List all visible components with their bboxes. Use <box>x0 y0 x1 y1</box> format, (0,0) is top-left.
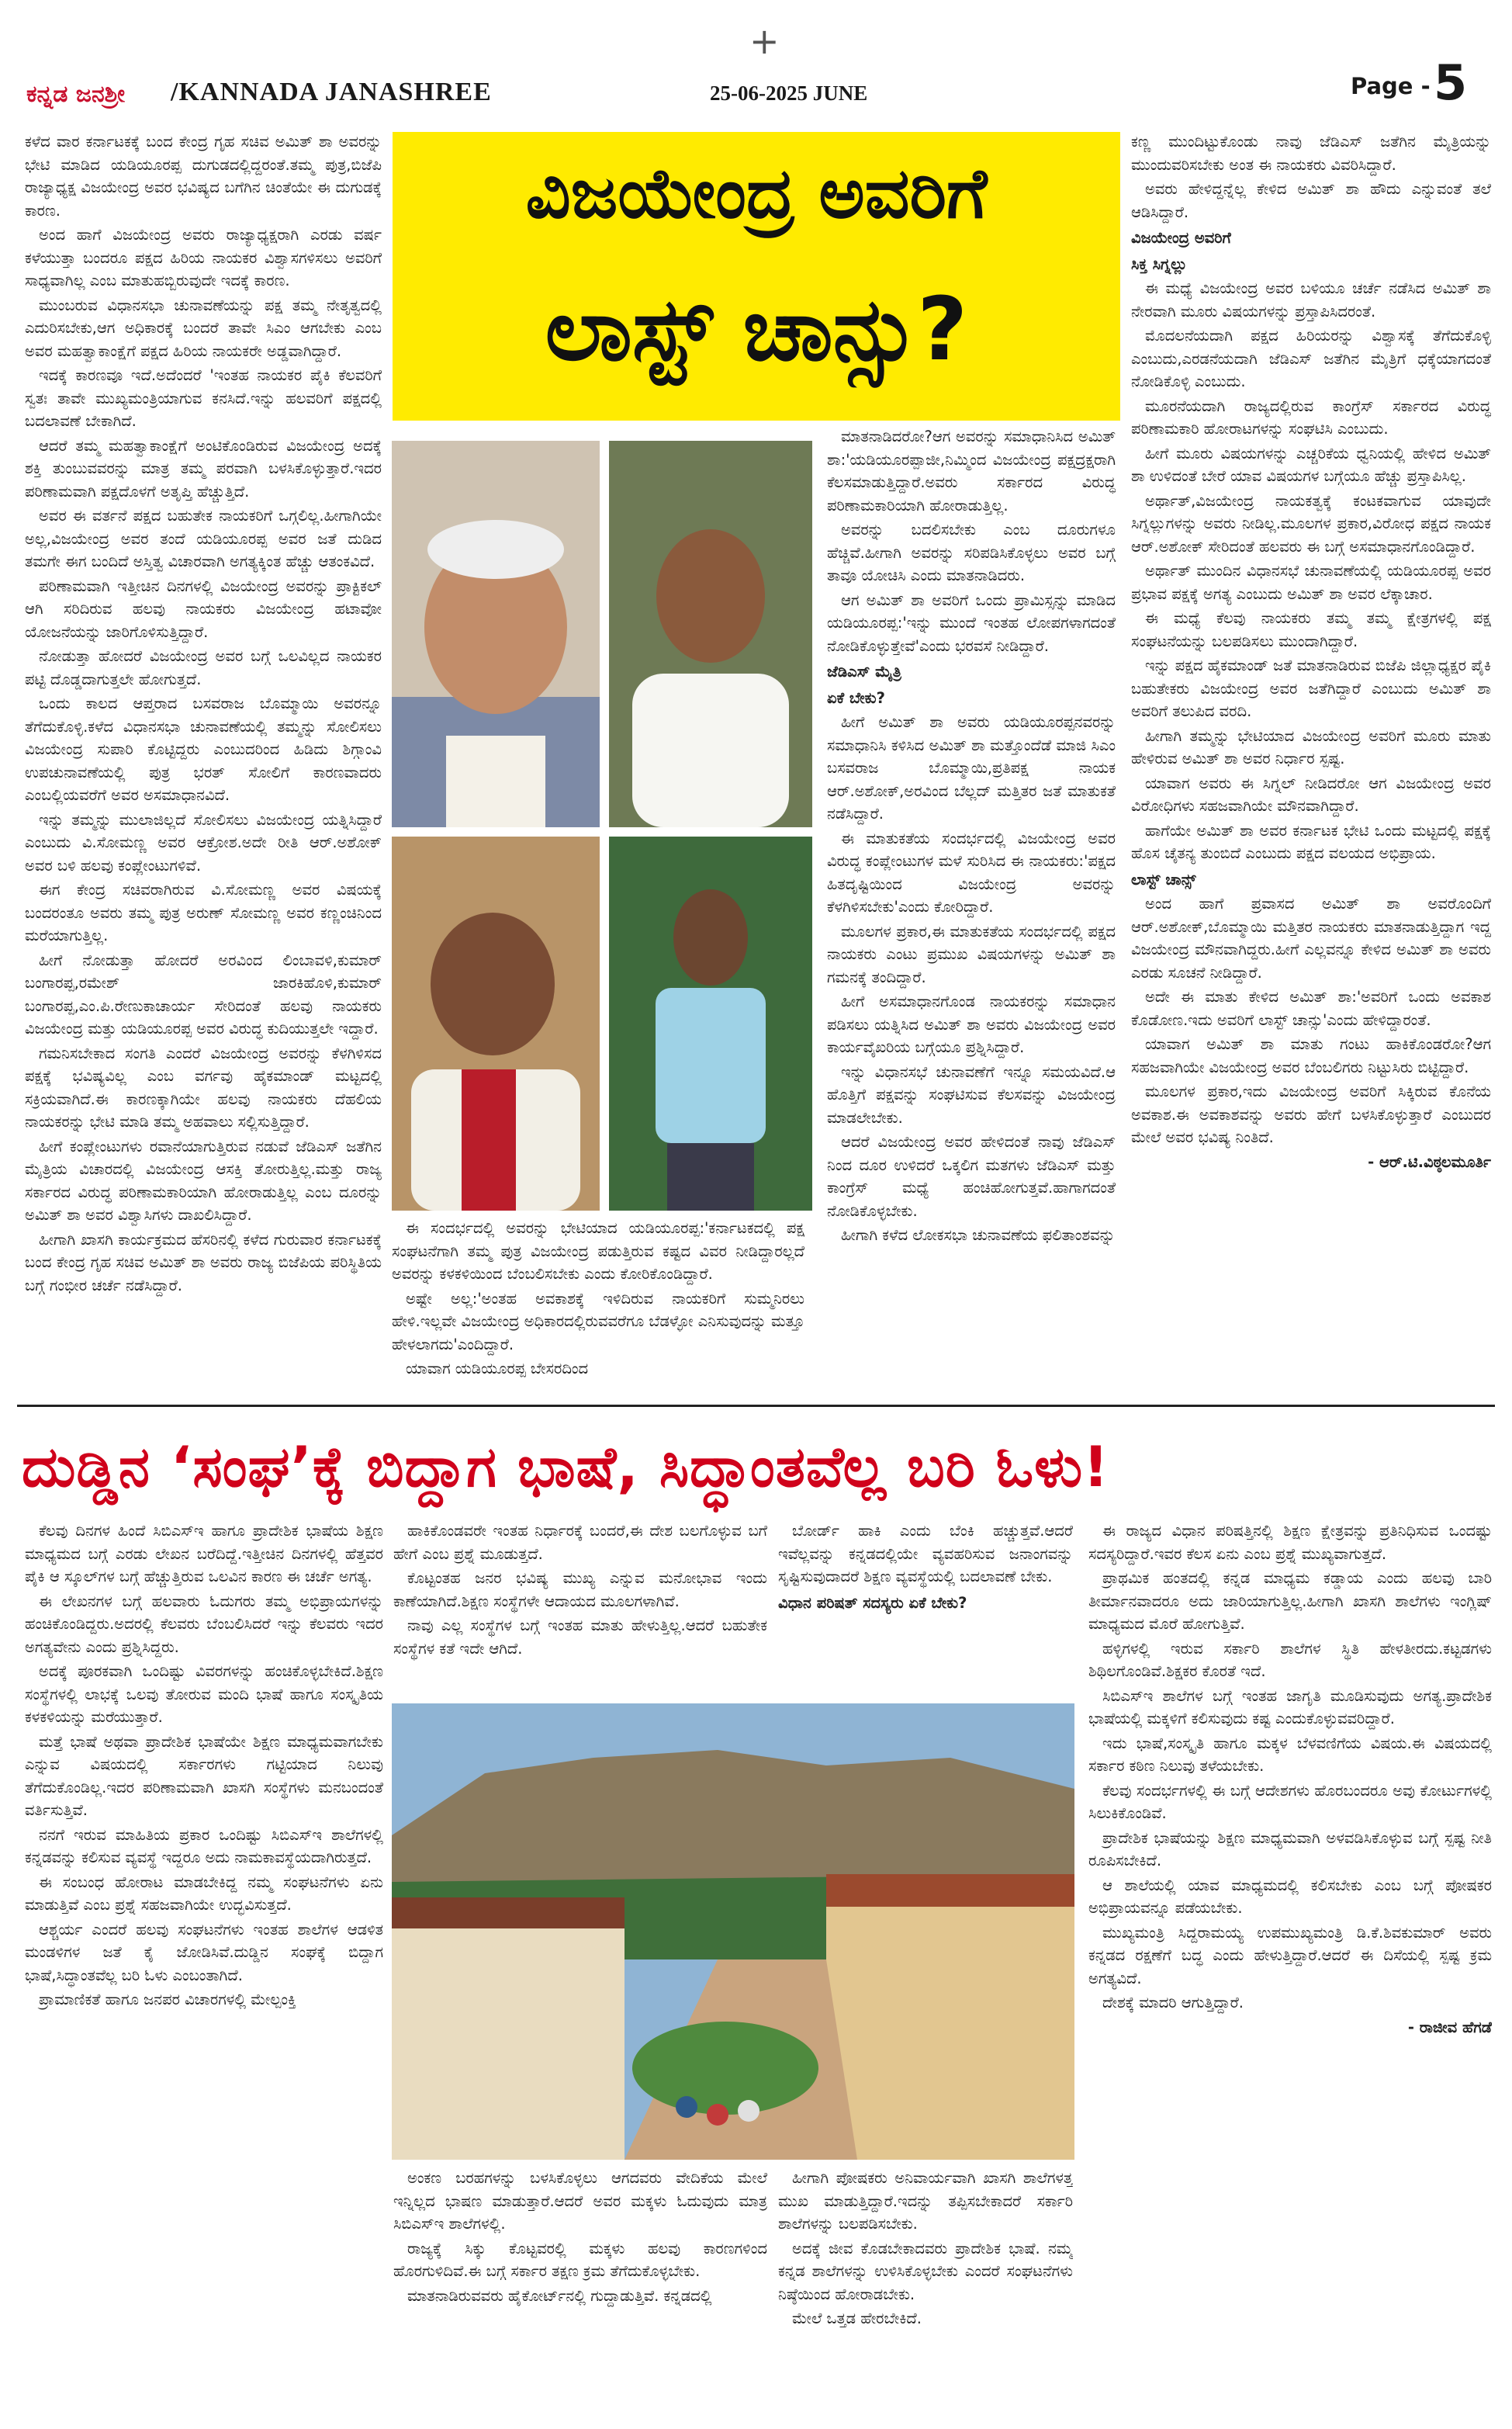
story1-subheading: ಲಾಸ್ಟ್ ಚಾನ್ಸ್ <box>1131 870 1196 889</box>
story1-column-2 <box>827 425 1116 1386</box>
story2-column-4 <box>1088 1519 1492 2412</box>
story2-col1-para: ನನಗೆ ಇರುವ ಮಾಹಿತಿಯ ಪ್ರಕಾರ ಒಂದಿಷ್ಟು ಸಿಬಿಎಸ್‌ಇ ಶಾಲೆಗಳಲ್ಲಿ ಕನ್ನಡವನ್ನು ಕಲಿಸುವ ವ್ಯವಸ್ಥೆ ಇದ್ದರೂ ಅದು ನಾಮಕಾವಸ್ಥೆಯದಾಗಿರುತ್ತದೆ. <box>25 1825 383 1866</box>
photo-leader-2 <box>609 441 812 827</box>
story2-column-2-bottom <box>393 2167 767 2412</box>
story-divider <box>17 1405 1495 1407</box>
school-campus-illustration <box>392 1703 1074 2160</box>
story1-col3-para: ಅದೇ ಈ ಮಾತು ಕೇಳಿದ ಅಮಿತ್ ಶಾ:'ಅವರಿಗೆ ಒಂದು ಅವಕಾಶ ಕೊಡೋಣ.ಇದು ಅವರಿಗೆ ಲಾಸ್ಟ್ ಚಾನ್ಸು'ಎಂದು ಹೇಳಿದ್ದಾರಂತೆ. <box>1131 988 1491 1029</box>
story1-col1-para: ನೋಡುತ್ತಾ ಹೋದರೆ ವಿಜಯೇಂದ್ರ ಅವರ ಬಗ್ಗೆ ಒಲವಿಲ್ಲದ ನಾಯಕರ ಪಟ್ಟಿ ದೊಡ್ಡದಾಗುತ್ತಲೇ ಹೋಗುತ್ತದೆ. <box>25 647 382 688</box>
registration-mark: + <box>749 20 780 62</box>
photo-leader-4 <box>609 837 812 1211</box>
story1-col1-para: ಅವರ ಈ ವರ್ತನೆ ಪಕ್ಷದ ಬಹುತೇಕ ನಾಯಕರಿಗೆ ಒಗ್ಗಲಿಲ್ಲ.ಹೀಗಾಗಿಯೇ ಅಲ್ಲ,ವಿಜಯೇಂದ್ರ ಅವರ ತಂದೆ ಯಡಿಯೂರಪ್ಪ ಅವರ ಜತೆ ದುಡಿದ ತಮಗೇ ಈಗ ಬಂದಿದೆ ಅಸ್ತಿತ್ವ ವಿಚಾರವಾಗಿ ಅಗತ್ಯಕ್ಕಿಂತ ಹೆಚ್ಚು ಆತಂಕವಿದೆ. <box>25 507 382 570</box>
story2-col2-para: ಅಂಕಣ ಬರಹಗಳನ್ನು ಬಳಸಿಕೊಳ್ಳಲು ಆಗದವರು ವೇದಿಕೆಯ ಮೇಲೆ ಇನ್ನಿಲ್ಲದ ಭಾಷಣ ಮಾಡುತ್ತಾರೆ.ಆದರೆ ಅವರ ಮಕ್ಕಳು ಓದುವುದು ಮಾತ್ರ ಸಿಬಿಎಸ್‌ಇ ಶಾಲೆಗಳಲ್ಲಿ. <box>393 2169 767 2233</box>
story1-col3-para: ಮೂಲಗಳ ಪ್ರಕಾರ,ಇದು ವಿಜಯೇಂದ್ರ ಅವರಿಗೆ ಸಿಕ್ಕಿರುವ ಕೊನೆಯ ಅವಕಾಶ.ಈ ಅವಕಾಶವನ್ನು ಅವರು ಹೇಗೆ ಬಳಸಿಕೊಳ್ಳುತ್ತಾರೆ ಎಂಬುದರ ಮೇಲೆ ಅವರ ಭವಿಷ್ಯ ನಿಂತಿದೆ. <box>1131 1083 1491 1146</box>
masthead-english-name: /KANNADA JANASHREE <box>171 78 492 106</box>
story2-col4-para: ಆ ಶಾಲೆಯಲ್ಲಿ ಯಾವ ಮಾಧ್ಯಮದಲ್ಲಿ ಕಲಿಸಬೇಕು ಎಂಬ ಬಗ್ಗೆ ಪೋಷಕರ ಅಭಿಪ್ರಾಯವನ್ನೂ ಪಡೆಯಬೇಕು. <box>1088 1876 1492 1917</box>
story2-col1-para: ಅದಕ್ಕೆ ಪೂರಕವಾಗಿ ಒಂದಿಷ್ಟು ವಿವರಗಳನ್ನು ಹಂಚಿಕೊಳ್ಳಬೇಕಿದೆ.ಶಿಕ್ಷಣ ಸಂಸ್ಥೆಗಳಲ್ಲಿ ಲಾಭಕ್ಕೆ ಒಲವು ತೋರುವ ಮಂದಿ ಭಾಷೆ ಹಾಗೂ ಸಂಸ್ಕೃತಿಯ ಕಳಕಳಿಯನ್ನು ಮರೆಯುತ್ತಾರೆ. <box>25 1662 383 1726</box>
portrait-illustration <box>392 441 600 827</box>
story1-col2-para: ಆಗ ಅಮಿತ್ ಶಾ ಅವರಿಗೆ ಒಂದು ಪ್ರಾಮಿಸ್ಸನ್ನು ಮಾಡಿದ ಯಡಿಯೂರಪ್ಪ:'ಇನ್ನು ಮುಂದೆ ಇಂತಹ ಲೋಪಗಳಾಗದಂತೆ ನೋಡಿಕೊಳ್ಳುತ್ತೇವೆ'ಎಂದು ಭರವಸೆ ನೀಡಿದ್ದಾರೆ. <box>827 591 1116 655</box>
story2-col3-para: ಹೀಗಾಗಿ ಪೋಷಕರು ಅನಿವಾರ್ಯವಾಗಿ ಖಾಸಗಿ ಶಾಲೆಗಳತ್ತ ಮುಖ ಮಾಡುತ್ತಿದ್ದಾರೆ.ಇದನ್ನು ತಪ್ಪಿಸಬೇಕಾದರೆ ಸರ್ಕಾರಿ ಶಾಲೆಗಳನ್ನು ಬಲಪಡಿಸಬೇಕು. <box>778 2169 1073 2233</box>
story1-col1-para: ಮುಂಬರುವ ವಿಧಾನಸಭಾ ಚುನಾವಣೆಯನ್ನು ಪಕ್ಷ ತಮ್ಮ ನೇತೃತ್ವದಲ್ಲಿ ಎದುರಿಸಬೇಕು,ಆಗ ಅಧಿಕಾರಕ್ಕೆ ಬಂದರೆ ತಾವೇ ಸಿಎಂ ಆಗಬೇಕು ಎಂಬ ಅವರ ಮಹತ್ವಾಕಾಂಕ್ಷೆಗೆ ಪಕ್ಷದ ಹಿರಿಯ ನಾಯಕರೇ ಅಡ್ಡವಾಗಿದ್ದಾರೆ. <box>25 296 382 360</box>
story2-byline: - ರಾಜೀವ ಹೆಗಡೆ <box>1407 2018 1492 2036</box>
story1-col3-para: ಅವರು ಹೇಳಿದ್ದನ್ನೆಲ್ಲ ಕೇಳಿದ ಅಮಿತ್ ಶಾ ಹೌದು ಎನ್ನುವಂತೆ ತಲೆ ಆಡಿಸಿದ್ದಾರೆ. <box>1131 180 1491 221</box>
story2-col2-para: ನಾವು ಎಲ್ಲ ಸಂಸ್ಥೆಗಳ ಬಗ್ಗೆ ಇಂತಹ ಮಾತು ಹೇಳುತ್ತಿಲ್ಲ.ಆದರೆ ಬಹುತೇಕ ಸಂಸ್ಥೆಗಳ ಕತೆ ಇದೇ ಆಗಿದೆ. <box>393 1616 767 1658</box>
story2-col3-para: ಅದಕ್ಕೆ ಜೀವ ಕೊಡಬೇಕಾದವರು ಪ್ರಾದೇಶಿಕ ಭಾಷೆ. ನಮ್ಮ ಕನ್ನಡ ಶಾಲೆಗಳನ್ನು ಉಳಿಸಿಕೊಳ್ಳಬೇಕು ಎಂದರೆ ಸಂಘಟನೆಗಳು ನಿಷ್ಠೆಯಿಂದ ಹೋರಾಡಬೇಕು. <box>778 2239 1073 2303</box>
story1-col1-para: ಅಂದ ಹಾಗೆ ವಿಜಯೇಂದ್ರ ಅವರು ರಾಜ್ಯಾಧ್ಯಕ್ಷರಾಗಿ ಎರಡು ವರ್ಷ ಕಳೆಯುತ್ತಾ ಬಂದರೂ ಪಕ್ಷದ ಹಿರಿಯ ನಾಯಕರ ವಿಶ್ವಾಸಗಳಿಸಲು ಅವರಿಗೆ ಸಾಧ್ಯವಾಗಿಲ್ಲ ಎಂಬ ಮಾತುಹಬ್ಬಿರುವುದೇ ಇದಕ್ಕೆ ಕಾರಣ. <box>25 226 382 289</box>
story1-subheading: ಏಕೆ ಬೇಕು? <box>827 688 885 707</box>
story2-col3-para: ಬೋರ್ಡ್ ಹಾಕಿ ಎಂದು ಬೆಂಕಿ ಹಚ್ಚುತ್ತವೆ.ಆದರೆ ಇವೆಲ್ಲವನ್ನು ಕನ್ನಡದಲ್ಲಿಯೇ ವ್ಯವಹರಿಸುವ ಜನಾಂಗವನ್ನು ಸೃಷ್ಟಿಸುವುದಾದರೆ ಶಿಕ್ಷಣ ವ್ಯವಸ್ಥೆಯಲ್ಲಿ ಬದಲಾವಣೆ ಬೇಕು. <box>778 1522 1073 1585</box>
story2-col2-para: ಹಾಕಿಕೊಂಡವರೇ ಇಂತಹ ನಿರ್ಧಾರಕ್ಕೆ ಬಂದರೆ,ಈ ದೇಶ ಬಲಗೊಳ್ಳುವ ಬಗೆ ಹೇಗೆ ಎಂಬ ಪ್ರಶ್ನೆ ಮೂಡುತ್ತದೆ. <box>393 1522 767 1563</box>
story2-col2-para: ಮಾತನಾಡಿರುವವರು ಹೈಕೋರ್ಟ್‌ನಲ್ಲಿ ಗುದ್ದಾಡುತ್ತಿವೆ. ಕನ್ನಡದಲ್ಲಿ <box>407 2286 712 2305</box>
story1-col1-para: ಇದಕ್ಕೆ ಕಾರಣವೂ ಇದೆ.ಅದೆಂದರೆ 'ಇಂತಹ ನಾಯಕರ ಪೈಕಿ ಕೆಲವರಿಗೆ ಸ್ವತಃ ತಾವೇ ಮುಖ್ಯಮಂತ್ರಿಯಾಗುವ ಕನಸಿದೆ.ಇನ್ನು ಹಲವರಿಗೆ ಪಕ್ಷದಲ್ಲಿ ಬದಲಾವಣೆ ಬೇಕಾಗಿದೆ. <box>25 366 382 430</box>
story1-col2-para: ಹೀಗಾಗಿ ಕಳೆದ ಲೋಕಸಭಾ ಚುನಾವಣೆಯ ಫಲಿತಾಂಶವನ್ನು <box>841 1226 1116 1244</box>
story2-col4-para: ದೇಶಕ್ಕೆ ಮಾದರಿ ಆಗುತ್ತಿದ್ದಾರೆ. <box>1102 1994 1244 2011</box>
story2-col1-para: ಆಶ್ಚರ್ಯ ಎಂದರೆ ಹಲವು ಸಂಘಟನೆಗಳು ಇಂತಹ ಶಾಲೆಗಳ ಆಡಳಿತ ಮಂಡಳಿಗಳ ಜತೆ ಕೈ ಜೋಡಿಸಿವೆ.ದುಡ್ಡಿನ ಸಂಘಕ್ಕೆ ಬಿದ್ದಾಗ ಭಾಷೆ,ಸಿದ್ಧಾಂತವೆಲ್ಲ ಬರಿ ಓಳು ಎಂಬಂತಾಗಿದೆ. <box>25 1920 383 1984</box>
story2-col4-para: ಮುಖ್ಯಮಂತ್ರಿ ಸಿದ್ದರಾಮಯ್ಯ ಉಪಮುಖ್ಯಮಂತ್ರಿ ಡಿ.ಕೆ.ಶಿವಕುಮಾರ್ ಅವರು ಕನ್ನಡದ ರಕ್ಷಣೆಗೆ ಬದ್ಧ ಎಂದು ಹೇಳುತ್ತಿದ್ದಾರೆ.ಆದರೆ ಈ ದಿಸೆಯಲ್ಲಿ ಸ್ಪಷ್ಟ ಕ್ರಮ ಅಗತ್ಯವಿದೆ. <box>1088 1923 1492 1987</box>
story2-col2-para: ರಾಜ್ಯಕ್ಕೆ ಸಿಕ್ಕು ಕೊಟ್ಟವರಲ್ಲಿ ಮಕ್ಕಳು ಹಲವು ಕಾರಣಗಳಿಂದ ಹೊರಗುಳಿದಿವೆ.ಈ ಬಗ್ಗೆ ಸರ್ಕಾರ ತಕ್ಷಣ ಕ್ರಮ ತೆಗೆದುಕೊಳ್ಳಬೇಕು. <box>393 2239 767 2280</box>
story1-col1-para: ಪರಿಣಾಮವಾಗಿ ಇತ್ತೀಚಿನ ದಿನಗಳಲ್ಲಿ ವಿಜಯೇಂದ್ರ ಅವರನ್ನು ಪ್ರಾಕ್ಟಿಕಲ್ ಆಗಿ ಸರಿದಿರುವ ಹಲವು ನಾಯಕರು ವಿಜಯೇಂದ್ರ ಹಟಾವೋ ಯೋಜನೆಯನ್ನು ಜಾರಿಗೊಳಿಸುತ್ತಿದ್ದಾರೆ. <box>25 577 382 641</box>
story2-column-2-top <box>393 1519 767 1693</box>
photo-school-campus <box>392 1703 1074 2160</box>
story1-col1-para: ಕಳೆದ ವಾರ ಕರ್ನಾಟಕಕ್ಕೆ ಬಂದ ಕೇಂದ್ರ ಗೃಹ ಸಚಿವ ಅಮಿತ್ ಶಾ ಅವರನ್ನು ಭೇಟಿ ಮಾಡಿದ ಯಡಿಯೂರಪ್ಪ ದುಗುಡದಲ್ಲಿದ್ದರಂತೆ.ತಮ್ಮ ಪುತ್ರ,ಬಿಜೆಪಿ ರಾಜ್ಯಾಧ್ಯಕ್ಷ ವಿಜಯೇಂದ್ರ ಅವರ ಭವಿಷ್ಯದ ಬಗೆಗಿನ ಚಿಂತೆಯೇ ಈ ದುಗುಡಕ್ಕೆ ಕಾರಣ. <box>25 133 382 220</box>
portrait-illustration <box>609 837 812 1211</box>
photo-amit-shah <box>392 441 600 827</box>
story1-col3-para: ಹೀಗೆ ಮೂರು ವಿಷಯಗಳನ್ನು ಎಚ್ಚರಿಕೆಯ ಧ್ವನಿಯಲ್ಲಿ ಹೇಳಿದ ಅಮಿತ್ ಶಾ ಉಳಿದಂತೆ ಬೇರೆ ಯಾವ ವಿಷಯಗಳ ಬಗ್ಗೆಯೂ ಹೆಚ್ಚು ಪ್ರಸ್ತಾಪಿಸಿಲ್ಲ. <box>1131 444 1491 485</box>
story1-col3-para: ಹೀಗಾಗಿ ತಮ್ಮನ್ನು ಭೇಟಿಯಾದ ವಿಜಯೇಂದ್ರ ಅವರಿಗೆ ಮೂರು ಮಾತು ಹೇಳಿರುವ ಅಮಿತ್ ಶಾ ಅವರ ನಿರ್ಧಾರ ಸ್ಪಷ್ಟ. <box>1131 726 1491 768</box>
story1-col2-para: ಮಾತನಾಡಿದರೋ?ಆಗ ಅವರನ್ನು ಸಮಾಧಾನಿಸಿದ ಅಮಿತ್ ಶಾ:'ಯಡಿಯೂರಪ್ಪಾಜೀ,ನಿಮ್ಮಿಂದ ವಿಜಯೇಂದ್ರ ಪಕ್ಷದ್ರಕ್ಷರಾಗಿ ಕೆಲಸಮಾಡುತ್ತಿದ್ದಾರೆ.ಅವರು ಸರ್ಕಾರದ ವಿರುದ್ಧ ಪರಿಣಾಮಕಾರಿಯಾಗಿ ಹೋರಾಡುತ್ತಿಲ್ಲ. <box>827 428 1116 515</box>
story1-col1-para: ಇನ್ನು ತಮ್ಮನ್ನು ಮುಲಾಜಿಲ್ಲದೆ ಸೋಲಿಸಲು ವಿಜಯೇಂದ್ರ ಯತ್ನಿಸಿದ್ದಾರೆ ಎಂಬುದು ವಿ.ಸೋಮಣ್ಣ ಅವರ ಆಕ್ರೋಶ.ಅದೇ ರೀತಿ ಆರ್.ಅಶೋಕ್ ಅವರ ಬಳಿ ಹಲವು ಕಂಪ್ಲೇಂಟುಗಳಿವೆ. <box>25 810 382 875</box>
story1-col2-para: ಈ ಮಾತುಕತೆಯ ಸಂದರ್ಭದಲ್ಲಿ ವಿಜಯೇಂದ್ರ ಅವರ ವಿರುದ್ಧ ಕಂಪ್ಲೇಂಟುಗಳ ಮಳೆ ಸುರಿಸಿದ ಈ ನಾಯಕರು:'ಪಕ್ಷದ ಹಿತದೃಷ್ಟಿಯಿಂದ ವಿಜಯೇಂದ್ರ ಅವರನ್ನು ಕೆಳಗಿಳಿಸಬೇಕು'ಎಂದು ಕೋರಿದ್ದಾರೆ. <box>827 829 1116 916</box>
story1-col1-para: ಆದರೆ ತಮ್ಮ ಮಹತ್ವಾಕಾಂಕ್ಷೆಗೆ ಅಂಟಿಕೊಂಡಿರುವ ವಿಜಯೇಂದ್ರ ಅದಕ್ಕೆ ಶಕ್ತಿ ತುಂಬುವವರನ್ನು ಮಾತ್ರ ತಮ್ಮ ಪರವಾಗಿ ಬಳಸಿಕೊಳ್ಳುತ್ತಾರೆ.ಇದರ ಪರಿಣಾಮವಾಗಿ ಪಕ್ಷದೊಳಗೆ ಅತೃಪ್ತಿ ಹೆಚ್ಚುತ್ತಿದೆ. <box>25 436 382 501</box>
story1-col1-para: ಒಂದು ಕಾಲದ ಆಪ್ತರಾದ ಬಸವರಾಜ ಬೊಮ್ಮಾಯಿ ಅವರನ್ನೂ ತೆಗೆದುಕೊಳ್ಳಿ.ಕಳೆದ ವಿಧಾನಸಭಾ ಚುನಾವಣೆಯಲ್ಲಿ ತಮ್ಮನ್ನು ಸೋಲಿಸಲು ವಿಜಯೇಂದ್ರ ಸುಪಾರಿ ಕೊಟ್ಟಿದ್ದರು ಎಂಬುದರಿಂದ ಹಿಡಿದು ಶಿಗ್ಗಾಂವಿ ಉಪಚುನಾವಣೆಯಲ್ಲಿ ಪುತ್ರ ಭರತ್ ಸೋಲಿಗೆ ಕಾರಣವಾದರು ಎಂಬಲ್ಲಿಯವರೆಗೆ ಅವರ ಅಸಮಾಧಾನವಿದೆ. <box>25 695 382 804</box>
caption-para: ಅಷ್ಟೇ ಅಲ್ಲ:'ಅಂತಹ ಅವಕಾಶಕ್ಕೆ ಇಳಿದಿರುವ ನಾಯಕರಿಗೆ ಸುಮ್ಮನಿರಲು ಹೇಳಿ.ಇಲ್ಲವೇ ವಿಜಯೇಂದ್ರ ಅಧಿಕಾರದಲ್ಲಿರುವವರೆಗೂ ಬೆಡಳ್ಳೋ ಎನಿಸುವುದನ್ನು ಮತ್ತೂ ಹೇಳಲಾಗದು'ಎಂದಿದ್ದಾರೆ. <box>392 1289 804 1353</box>
story1-col2-para: ಅವರನ್ನು ಬದಲಿಸಬೇಕು ಎಂಬ ದೂರುಗಳೂ ಹೆಚ್ಚಿವೆ.ಹೀಗಾಗಿ ಅವರನ್ನು ಸರಿಪಡಿಸಿಕೊಳ್ಳಲು ಅವರ ಬಗ್ಗೆ ತಾವೂ ಯೋಚಿಸಿ ಎಂದು ಮಾತನಾಡಿದರು. <box>827 521 1116 584</box>
story1-col1-para: ಈಗ ಕೇಂದ್ರ ಸಚಿವರಾಗಿರುವ ವಿ.ಸೋಮಣ್ಣ ಅವರ ವಿಷಯಕ್ಕೆ ಬಂದರಂತೂ ಅವರು ತಮ್ಮ ಪುತ್ರ ಅರುಣ್ ಸೋಮಣ್ಣ ಅವರ ಕಣ್ಣಂಚಿನಿಂದ ಮರೆಯಾಗುತ್ತಿಲ್ಲ. <box>25 881 382 944</box>
story1-col2-para: ಇನ್ನು ವಿಧಾನಸಭೆ ಚುನಾವಣೆಗೆ ಇನ್ನೂ ಸಮಯವಿದೆ.ಆ ಹೊತ್ತಿಗೆ ಪಕ್ಷವನ್ನು ಸಂಘಟಿಸುವ ಕೆಲಸವನ್ನು ವಿಜಯೇಂದ್ರ ಮಾಡಲೇಬೇಕು. <box>827 1062 1116 1127</box>
story1-col3-para: ಈ ಮಧ್ಯೆ ವಿಜಯೇಂದ್ರ ಅವರ ಬಳಿಯೂ ಚರ್ಚೆ ನಡೆಸಿದ ಅಮಿತ್ ಶಾ ನೇರವಾಗಿ ಮೂರು ವಿಷಯಗಳನ್ನು ಪ್ರಸ್ತಾಪಿಸಿದರಂತೆ. <box>1131 279 1491 321</box>
story2-col1-para: ಕೆಲವು ದಿನಗಳ ಹಿಂದೆ ಸಿಬಿಎಸ್‌ಇ ಹಾಗೂ ಪ್ರಾದೇಶಿಕ ಭಾಷೆಯ ಶಿಕ್ಷಣ ಮಾಧ್ಯಮದ ಬಗ್ಗೆ ಎರಡು ಲೇಖನ ಬರೆದಿದ್ದೆ.ಇತ್ತೀಚಿನ ದಿನಗಳಲ್ಲಿ ಹೆತ್ತವರ ಪೈಕಿ ಆ ಸ್ಕೂಲ್‌ಗಳ ಬಗ್ಗೆ ಹೆಚ್ಚುತ್ತಿರುವ ಒಲವಿನ ಕಾರಣ ಈ ಚರ್ಚೆ ಅಗತ್ಯ. <box>25 1522 383 1585</box>
portrait-illustration <box>609 441 812 827</box>
story2-col1-para: ಈ ಲೇಖನಗಳ ಬಗ್ಗೆ ಹಲವಾರು ಓದುಗರು ತಮ್ಮ ಅಭಿಪ್ರಾಯಗಳನ್ನು ಹಂಚಿಕೊಂಡಿದ್ದರು.ಅದರಲ್ಲಿ ಕೆಲವರು ಬೆಂಬಲಿಸಿದರೆ ಇನ್ನು ಕೆಲವರು ಇದರ ಅಗತ್ಯವೇನು ಎಂದು ಪ್ರಶ್ನಿಸಿದ್ದರು. <box>25 1592 383 1656</box>
story2-col4-para: ಈ ರಾಜ್ಯದ ವಿಧಾನ ಪರಿಷತ್ತಿನಲ್ಲಿ ಶಿಕ್ಷಣ ಕ್ಷೇತ್ರವನ್ನು ಪ್ರತಿನಿಧಿಸುವ ಒಂದಷ್ಟು ಸದಸ್ಯರಿದ್ದಾರೆ.ಇವರ ಕೆಲಸ ಏನು ಎಂಬ ಪ್ರಶ್ನೆ ಮುಖ್ಯವಾಗುತ್ತದೆ. <box>1088 1522 1492 1563</box>
story1-col2-para: ಹೀಗೆ ಅಸಮಾಧಾನಗೊಂಡ ನಾಯಕರನ್ನು ಸಮಾಧಾನ ಪಡಿಸಲು ಯತ್ನಿಸಿದ ಅಮಿತ್ ಶಾ ಅವರು ವಿಜಯೇಂದ್ರ ಅವರ ಕಾರ್ಯವೈಖರಿಯ ಬಗ್ಗೆಯೂ ಪ್ರಶ್ನಿಸಿದ್ದಾರೆ. <box>827 993 1116 1056</box>
story1-col3-para: ಯಾವಾಗ ಅಮಿತ್ ಶಾ ಮಾತು ಗಂಟು ಹಾಕಿಕೊಂಡರೋ?ಆಗ ಸಹಜವಾಗಿಯೇ ವಿಜಯೇಂದ್ರ ಅವರ ಬೆಂಬಲಿಗರು ನಿಟ್ಟುಸಿರು ಬಿಟ್ಟಿದ್ದಾರೆ. <box>1131 1035 1491 1076</box>
story2-col4-para: ಕೆಲವು ಸಂದರ್ಭಗಳಲ್ಲಿ ಈ ಬಗ್ಗೆ ಆದೇಶಗಳು ಹೊರಬಂದರೂ ಅವು ಕೋರ್ಟುಗಳಲ್ಲಿ ಸಿಲುಕಿಕೊಂಡಿವೆ. <box>1088 1781 1492 1822</box>
story2-col4-para: ಹಳ್ಳಿಗಳಲ್ಲಿ ಇರುವ ಸರ್ಕಾರಿ ಶಾಲೆಗಳ ಸ್ಥಿತಿ ಹೇಳತೀರದು.ಕಟ್ಟಡಗಳು ಶಿಥಿಲಗೊಂಡಿವೆ.ಶಿಕ್ಷಕರ ಕೊರತೆ ಇದೆ. <box>1088 1639 1492 1680</box>
story2-column-3-bottom <box>778 2167 1073 2412</box>
story1-col2-para: ಮೂಲಗಳ ಪ್ರಕಾರ,ಈ ಮಾತುಕತೆಯ ಸಂದರ್ಭದಲ್ಲಿ ಪಕ್ಷದ ನಾಯಕರು ಎಂಟು ಪ್ರಮುಖ ವಿಷಯಗಳನ್ನು ಅಮಿತ್ ಶಾ ಗಮನಕ್ಕೆ ತಂದಿದ್ದಾರೆ. <box>827 922 1116 986</box>
story1-col1-para: ಹೀಗೆ ನೋಡುತ್ತಾ ಹೋದರೆ ಅರವಿಂದ ಲಿಂಬಾವಳಿ,ಕುಮಾರ್ ಬಂಗಾರಪ್ಪ,ರಮೇಶ್ ಜಾರಕಿಹೊಳಿ,ಕುಮಾರ್ ಬಂಗಾರಪ್ಪ,ಎಂ.ಪಿ.ರೇಣುಕಾಚಾರ್ಯ ಸೇರಿದಂತೆ ಹಲವು ನಾಯಕರು ವಿಜಯೇಂದ್ರ ಮತ್ತು ಯಡಿಯೂರಪ್ಪ ಅವರ ವಿರುದ್ಧ ಕುದಿಯುತ್ತಲೇ ಇದ್ದಾರೆ. <box>25 951 382 1038</box>
story2-col3-para: ಮೇಲೆ ಒತ್ತಡ ಹೇರಬೇಕಿದೆ. <box>792 2309 922 2327</box>
story1-col1-para: ಹೀಗಾಗಿ ಖಾಸಗಿ ಕಾರ್ಯಕ್ರಮದ ಹೆಸರಿನಲ್ಲಿ ಕಳೆದ ಗುರುವಾರ ಕರ್ನಾಟಕಕ್ಕೆ ಬಂದ ಕೇಂದ್ರ ಗೃಹ ಸಚಿವ ಅಮಿತ್ ಶಾ ಅವರು ರಾಜ್ಯ ಬಿಜೆಪಿಯ ಪರಿಸ್ಥಿತಿಯ ಬಗ್ಗೆ ಗಂಭೀರ ಚರ್ಚೆ ನಡೆಸಿದ್ದಾರೆ. <box>25 1230 382 1294</box>
page-number: 5 <box>1434 54 1468 111</box>
photo-leader-3 <box>392 837 600 1211</box>
page-label: Page - <box>1351 73 1431 99</box>
story1-col3-para: ಈ ಮಧ್ಯೆ ಕೆಲವು ನಾಯಕರು ತಮ್ಮ ತಮ್ಮ ಕ್ಷೇತ್ರಗಳಲ್ಲಿ ಪಕ್ಷ ಸಂಘಟನೆಯನ್ನು ಬಲಪಡಿಸಲು ಮುಂದಾಗಿದ್ದಾರೆ. <box>1131 609 1491 650</box>
story1-col3-para: ಕಣ್ಣ ಮುಂದಿಟ್ಟುಕೊಂಡು ನಾವು ಜೆಡಿಎಸ್ ಜತೆಗಿನ ಮೈತ್ರಿಯನ್ನು ಮುಂದುವರಿಸಬೇಕು ಅಂತ ಈ ನಾಯಕರು ವಿವರಿಸಿದ್ದಾರೆ. <box>1131 133 1491 174</box>
story2-col4-para: ಪ್ರಾದೇಶಿಕ ಭಾಷೆಯನ್ನು ಶಿಕ್ಷಣ ಮಾಧ್ಯಮವಾಗಿ ಅಳವಡಿಸಿಕೊಳ್ಳುವ ಬಗ್ಗೆ ಸ್ಪಷ್ಟ ನೀತಿ ರೂಪಿಸಬೇಕಿದೆ. <box>1088 1828 1492 1869</box>
portrait-illustration <box>392 837 600 1211</box>
story1-subheading: ಜೆಡಿಎಸ್ ಮೈತ್ರಿ <box>827 663 901 681</box>
story2-column-3-top <box>778 1519 1073 1693</box>
story1-col3-para: ಅರ್ಥಾತ್ ಮುಂದಿನ ವಿಧಾನಸಭೆ ಚುನಾವಣೆಯಲ್ಲಿ ಯಡಿಯೂರಪ್ಪ ಅವರ ಪ್ರಭಾವ ಪಕ್ಷಕ್ಕೆ ಅಗತ್ಯ ಎಂಬುದು ಅಮಿತ್ ಶಾ ಅವರ ಲೆಕ್ಕಾಚಾರ. <box>1131 562 1491 603</box>
story1-photo-caption <box>392 1217 804 1388</box>
story1-col3-para: ಮೊದಲನೆಯದಾಗಿ ಪಕ್ಷದ ಹಿರಿಯರನ್ನು ವಿಶ್ವಾಸಕ್ಕೆ ತೆಗೆದುಕೊಳ್ಳಿ ಎಂಬುದು,ಎರಡನೆಯದಾಗಿ ಜೆಡಿಎಸ್ ಜತೆಗಿನ ಮೈತ್ರಿಗೆ ಧಕ್ಕೆಯಾಗದಂತೆ ನೋಡಿಕೊಳ್ಳಿ ಎಂಬುದು. <box>1131 327 1491 390</box>
story1-col3-para: ಯಾವಾಗ ಅವರು ಈ ಸಿಗ್ನಲ್ ನೀಡಿದರೋ ಆಗ ವಿಜಯೇಂದ್ರ ಅವರ ವಿರೋಧಿಗಳು ಸಹಜವಾಗಿಯೇ ಮೌನವಾಗಿದ್ದಾರೆ. <box>1131 774 1491 815</box>
story1-headline-line2: ಲಾಸ್ಟ್ ಚಾನ್ಸು? <box>545 279 968 380</box>
story2-col1-para: ಮತ್ತೆ ಭಾಷೆ ಅಥವಾ ಪ್ರಾದೇಶಿಕ ಭಾಷೆಯೇ ಶಿಕ್ಷಣ ಮಾಧ್ಯಮವಾಗಬೇಕು ಎನ್ನುವ ವಿಷಯದಲ್ಲಿ ಸರ್ಕಾರಗಳು ಗಟ್ಟಿಯಾದ ನಿಲುವು ತೆಗೆದುಕೊಂಡಿಲ್ಲ.ಇದರ ಪರಿಣಾಮವಾಗಿ ಖಾಸಗಿ ಸಂಸ್ಥೆಗಳು ಮನಬಂದಂತೆ ವರ್ತಿಸುತ್ತಿವೆ. <box>25 1732 383 1819</box>
story1-col3-para: ಮೂರನೆಯದಾಗಿ ರಾಜ್ಯದಲ್ಲಿರುವ ಕಾಂಗ್ರೆಸ್ ಸರ್ಕಾರದ ವಿರುದ್ಧ ಪರಿಣಾಮಕಾರಿ ಹೋರಾಟಗಳನ್ನು ಸಂಘಟಿಸಿ ಎಂಬುದು. <box>1131 397 1491 438</box>
caption-para: ಯಾವಾಗ ಯಡಿಯೂರಪ್ಪ ಬೇಸರದಿಂದ <box>406 1360 589 1377</box>
story2-column-1 <box>25 1519 383 2412</box>
story2-headline: ದುಡ್ಡಿನ ‘ಸಂಘ’ಕ್ಕೆ ಬಿದ್ದಾಗ ಭಾಷೆ, ಸಿದ್ಧಾಂತವೆಲ್ಲ ಬರಿ ಓಳು! <box>22 1434 1110 1499</box>
story2-col2-para: ಕೊಟ್ಟಂತಹ ಜನರ ಭವಿಷ್ಯ ಮುಖ್ಯ ಎನ್ನುವ ಮನೋಭಾವ ಇಂದು ಕಾಣೆಯಾಗಿದೆ.ಶಿಕ್ಷಣ ಸಂಸ್ಥೆಗಳೇ ಆದಾಯದ ಮೂಲಗಳಾಗಿವೆ. <box>393 1569 767 1610</box>
story1-col1-para: ಗಮನಿಸಬೇಕಾದ ಸಂಗತಿ ಎಂದರೆ ವಿಜಯೇಂದ್ರ ಅವರನ್ನು ಕೆಳಗಿಳಿಸದ ಪಕ್ಷಕ್ಕೆ ಭವಿಷ್ಯವಿಲ್ಲ ಎಂಬ ವರ್ಗವು ಹೈಕಮಾಂಡ್ ಮಟ್ಟದಲ್ಲಿ ಸಕ್ರಿಯವಾಗಿದೆ.ಈ ಕಾರಣಕ್ಕಾಗಿಯೇ ಹಲವು ನಾಯಕರು ದೆಹಲಿಯ ನಾಯಕರನ್ನು ಭೇಟಿ ಮಾಡಿ ತಮ್ಮ ಅಹವಾಲು ಸಲ್ಲಿಸುತ್ತಿದ್ದಾರೆ. <box>25 1044 382 1131</box>
story1-col3-para: ಇನ್ನು ಪಕ್ಷದ ಹೈಕಮಾಂಡ್ ಜತೆ ಮಾತನಾಡಿರುವ ಬಿಜೆಪಿ ಜಿಲ್ಲಾಧ್ಯಕ್ಷರ ಪೈಕಿ ಬಹುತೇಕರು ವಿಜಯೇಂದ್ರ ಅವರ ಜತೆಗಿದ್ದಾರೆ ಎಂಬುದು ಅಮಿತ್ ಶಾ ಅವರಿಗೆ ತಲುಪಿದ ವರದಿ. <box>1131 657 1491 720</box>
caption-para: ಈ ಸಂದರ್ಭದಲ್ಲಿ ಅವರನ್ನು ಭೇಟಿಯಾದ ಯಡಿಯೂರಪ್ಪ:'ಕರ್ನಾಟಕದಲ್ಲಿ ಪಕ್ಷ ಸಂಘಟನೆಗಾಗಿ ತಮ್ಮ ಪುತ್ರ ವಿಜಯೇಂದ್ರ ಪಡುತ್ತಿರುವ ಕಷ್ಟದ ವಿವರ ನೀಡಿದ್ದಾರಲ್ಲದೆ ಅವರನ್ನು ಕಳಕಳಿಯಿಂದ ಬೆಂಬಲಿಸಬೇಕು ಎಂದು ಕೋರಿಕೊಂಡಿದ್ದಾರೆ. <box>392 1219 804 1283</box>
story1-col3-para: ಅಂದ ಹಾಗೆ ಪ್ರವಾಸದ ಅಮಿತ್ ಶಾ ಅವರೊಂದಿಗೆ ಆರ್.ಅಶೋಕ್,ಬೊಮ್ಮಾಯಿ ಮತ್ತಿತರ ನಾಯಕರು ಮಾತನಾಡುತ್ತಿದ್ದಾಗ ಇದ್ದ ವಿಜಯೇಂದ್ರ ಮೌನವಾಗಿದ್ದರು.ಹೀಗೆ ಎಲ್ಲವನ್ನೂ ಕೇಳಿದ ಅಮಿತ್ ಶಾ ಅವರು ಎರಡು ಸೂಚನೆ ನೀಡಿದ್ದಾರೆ. <box>1131 895 1491 982</box>
story2-col4-para: ಇದು ಭಾಷೆ,ಸಂಸ್ಕೃತಿ ಹಾಗೂ ಮಕ್ಕಳ ಬೆಳವಣಿಗೆಯ ವಿಷಯ.ಈ ವಿಷಯದಲ್ಲಿ ಸರ್ಕಾರ ಕಠಿಣ ನಿಲುವು ತಳೆಯಬೇಕು. <box>1088 1734 1492 1775</box>
story2-col4-para: ಸಿಬಿಎಸ್‌ಇ ಶಾಲೆಗಳ ಬಗ್ಗೆ ಇಂತಹ ಜಾಗೃತಿ ಮೂಡಿಸುವುದು ಅಗತ್ಯ.ಪ್ರಾದೇಶಿಕ ಭಾಷೆಯಲ್ಲಿ ಮಕ್ಕಳಿಗೆ ಕಲಿಸುವುದು ಕಷ್ಟ ಎಂದುಕೊಳ್ಳುವವರಿದ್ದಾರೆ. <box>1088 1686 1492 1727</box>
story1-col3-para: ಅರ್ಥಾತ್,ವಿಜಯೇಂದ್ರ ನಾಯಕತ್ವಕ್ಕೆ ಕಂಟಕವಾಗುವ ಯಾವುದೇ ಸಿಗ್ನಲ್ಲುಗಳನ್ನು ಅವರು ನೀಡಿಲ್ಲ.ಮೂಲಗಳ ಪ್ರಕಾರ,ವಿರೋಧ ಪಕ್ಷದ ನಾಯಕ ಆರ್.ಅಶೋಕ್ ಸೇರಿದಂತೆ ಹಲವರು ಈ ಬಗ್ಗೆ ಅಸಮಾಧಾನಗೊಂಡಿದ್ದಾರೆ. <box>1131 491 1491 556</box>
story1-subheading: ವಿಜಯೇಂದ್ರ ಅವರಿಗೆ <box>1131 229 1231 247</box>
story2-subheading: ವಿಧಾನ ಪರಿಷತ್ ಸದಸ್ಯರು ಏಕೆ ಬೇಕು? <box>778 1593 967 1612</box>
story1-col2-para: ಹೀಗೆ ಅಮಿತ್ ಶಾ ಅವರು ಯಡಿಯೂರಪ್ಪನವರನ್ನು ಸಮಾಧಾನಿಸಿ ಕಳಿಸಿದ ಅಮಿತ್ ಶಾ ಮತ್ತೊಂದೆಡೆ ಮಾಜಿ ಸಿಎಂ ಬಸವರಾಜ ಬೊಮ್ಮಾಯಿ,ಪ್ರತಿಪಕ್ಷ ನಾಯಕ ಆರ್.ಅಶೋಕ್,ಅರವಿಂದ ಬೆಲ್ಲದ್ ಮತ್ತಿತರ ಜತೆ ಮಾತುಕತೆ ನಡೆಸಿದ್ದಾರೆ. <box>827 713 1116 823</box>
masthead-kannada-name: ಕನ್ನಡ ಜನಶ್ರೀ <box>26 81 126 108</box>
story1-headline-line1: ವಿಜಯೇಂದ್ರ ಅವರಿಗೆ <box>525 153 988 234</box>
story1-headline-box <box>393 132 1120 421</box>
story2-col1-para: ಈ ಸಂಬಂಧ ಹೋರಾಟ ಮಾಡಬೇಕಿದ್ದ ನಮ್ಮ ಸಂಘಟನೆಗಳು ಏನು ಮಾಡುತ್ತಿವೆ ಎಂಬ ಪ್ರಶ್ನೆ ಸಹಜವಾಗಿಯೇ ಉದ್ಭವಿಸುತ್ತದೆ. <box>25 1873 383 1914</box>
story1-column-3 <box>1131 130 1491 1388</box>
issue-date: 25-06-2025 JUNE <box>710 81 868 105</box>
story1-byline: - ಆರ್.ಟಿ.ವಿಠ್ಠಲಮೂರ್ತಿ <box>1368 1152 1491 1171</box>
story1-subheading: ಸಿಕ್ತ ಸಿಗ್ನಲ್ಲು <box>1131 255 1188 273</box>
story2-col1-para: ಪ್ರಾಮಾಣಿಕತೆ ಹಾಗೂ ಜನಪರ ವಿಚಾರಗಳಲ್ಲಿ ಮೇಲ್ಪಂಕ್ತಿ <box>39 1991 296 2008</box>
story1-column-1 <box>25 130 382 1377</box>
story2-col4-para: ಪ್ರಾಥಮಿಕ ಹಂತದಲ್ಲಿ ಕನ್ನಡ ಮಾಧ್ಯಮ ಕಡ್ಡಾಯ ಎಂದು ಹಲವು ಬಾರಿ ತೀರ್ಮಾನವಾದರೂ ಅದು ಜಾರಿಯಾಗುತ್ತಿಲ್ಲ.ಹೀಗಾಗಿ ಖಾಸಗಿ ಶಾಲೆಗಳು ಇಂಗ್ಲಿಷ್ ಮಾಧ್ಯಮದ ಮೊರೆ ಹೋಗುತ್ತಿವೆ. <box>1088 1569 1492 1633</box>
story1-col3-para: ಹಾಗೆಯೇ ಅಮಿತ್ ಶಾ ಅವರ ಕರ್ನಾಟಕ ಭೇಟಿ ಒಂದು ಮಟ್ಟದಲ್ಲಿ ಪಕ್ಷಕ್ಕೆ ಹೊಸ ಚೈತನ್ಯ ತುಂಬಿದೆ ಎಂಬುದು ಪಕ್ಷದ ವಲಯದ ಅಭಿಪ್ರಾಯ. <box>1131 821 1491 862</box>
story1-col1-para: ಹೀಗೆ ಕಂಪ್ಲೇಂಟುಗಳು ರವಾನೆಯಾಗುತ್ತಿರುವ ನಡುವೆ ಜೆಡಿಎಸ್ ಜತೆಗಿನ ಮೈತ್ರಿಯ ವಿಚಾರದಲ್ಲಿ ವಿಜಯೇಂದ್ರ ಆಸಕ್ತಿ ತೋರುತ್ತಿಲ್ಲ.ಮತ್ತು ರಾಜ್ಯ ಸರ್ಕಾರದ ವಿರುದ್ಧ ಪರಿಣಾಮಕಾರಿಯಾಗಿ ಹೋರಾಡುತ್ತಿಲ್ಲ ಎಂಬ ದೂರನ್ನು ಅಮಿತ್ ಶಾ ಅವರ ವಿಶ್ವಾಸಿಗಳು ದಾಖಲಿಸಿದ್ದಾರೆ. <box>25 1137 382 1224</box>
story1-col2-para: ಆದರೆ ವಿಜಯೇಂದ್ರ ಅವರ ಹೇಳಿದಂತೆ ನಾವು ಜೆಡಿಎಸ್ ನಿಂದ ದೂರ ಉಳಿದರೆ ಒಕ್ಕಲಿಗ ಮತಗಳು ಜೆಡಿಎಸ್ ಮತ್ತು ಕಾಂಗ್ರೆಸ್ ಮಧ್ಯೆ ಹಂಚಿಹೋಗುತ್ತವೆ.ಹಾಗಾಗದಂತೆ ನೋಡಿಕೊಳ್ಳಬೇಕು. <box>827 1133 1116 1220</box>
